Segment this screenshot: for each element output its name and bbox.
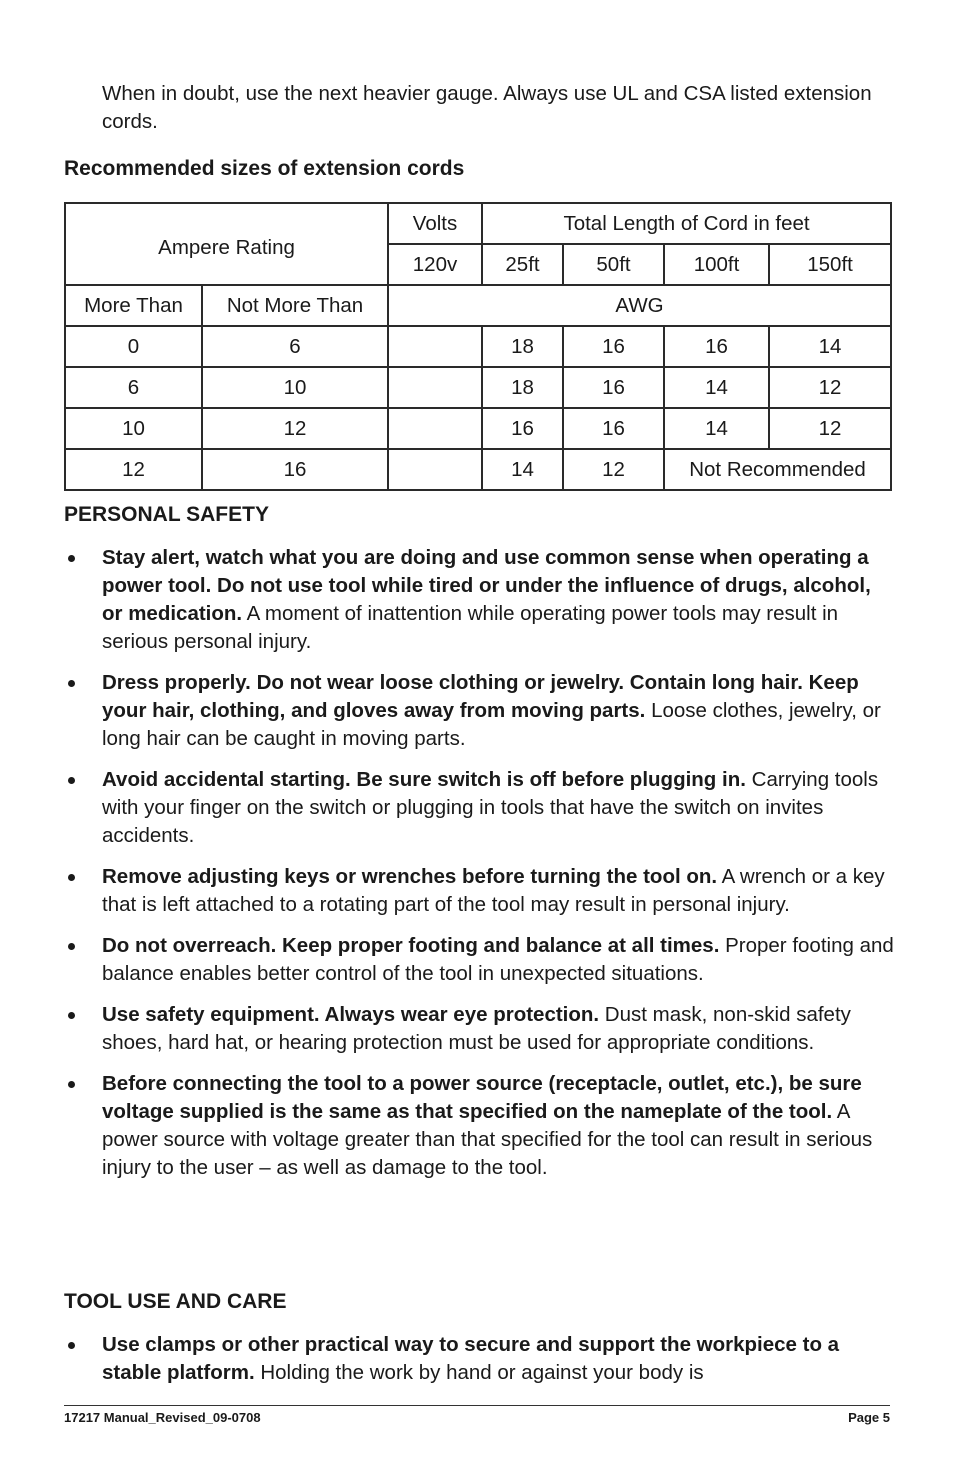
bullet-icon (68, 874, 75, 881)
cell-blank (388, 367, 482, 408)
bullet-icon (68, 680, 75, 687)
bullet-icon (68, 1012, 75, 1019)
cell-150: 12 (769, 408, 891, 449)
header-length-50: 50ft (563, 244, 664, 285)
bullet-icon (68, 777, 75, 784)
footer-document-id: 17217 Manual_Revised_09-0708 (64, 1410, 261, 1425)
cell-100: 14 (664, 408, 769, 449)
cell-100: 16 (664, 326, 769, 367)
item-text: A moment of inattention while operating power tools may result in serious personal injury. (102, 602, 839, 653)
cell-50: 16 (563, 326, 664, 367)
list-item (64, 544, 894, 656)
cell-25: 14 (482, 449, 563, 490)
intro-paragraph: When in doubt, use the next heavier gauge. Always use UL and CSA listed extension cords. (102, 82, 872, 133)
cell-50: 12 (563, 449, 664, 490)
cell-150: 14 (769, 326, 891, 367)
extension-cord-table (64, 202, 892, 491)
item-bold-text: Use safety equipment. Always wear eye protection. (102, 1003, 600, 1026)
item-text: Proper footing and balance enables better control of the tool in unexpected situations. (102, 934, 894, 985)
cords-heading: Recommended sizes of extension cords (64, 157, 465, 180)
table-row (65, 408, 891, 449)
item-text: Holding the work by hand or against your body is (254, 1361, 704, 1384)
header-awg: AWG (388, 285, 891, 326)
cell-more: 6 (65, 367, 202, 408)
header-total-length: Total Length of Cord in feet (482, 203, 891, 244)
item-bold-text: Avoid accidental starting. Be sure switch is off before plugging in. (102, 768, 746, 791)
header-length-25: 25ft (482, 244, 563, 285)
cell-50: 16 (563, 408, 664, 449)
cell-more: 10 (65, 408, 202, 449)
list-item (64, 1331, 894, 1387)
cell-not-more: 16 (202, 449, 388, 490)
footer-divider (64, 1405, 890, 1406)
cell-more: 12 (65, 449, 202, 490)
tool-use-list (64, 1331, 894, 1387)
header-voltage: 120v (388, 244, 482, 285)
header-length-100: 100ft (664, 244, 769, 285)
cell-150: 12 (769, 367, 891, 408)
table-row (65, 367, 891, 408)
item-bold-text: Dress properly. Do not wear loose clothing or jewelry. Contain long hair. Keep your hair, clothing, and gloves away from moving parts. (102, 671, 859, 722)
header-length-150: 150ft (769, 244, 891, 285)
item-text: Dust mask, non-skid safety shoes, hard hat, or hearing protection must be used for appropriate conditions. (102, 1003, 851, 1054)
personal-safety-list (64, 544, 894, 1182)
header-more-than: More Than (65, 285, 202, 326)
footer-page-number: Page 5 (848, 1410, 890, 1425)
item-bold-text: Remove adjusting keys or wrenches before turning the tool on. (102, 865, 718, 888)
cell-blank (388, 326, 482, 367)
personal-safety-heading: PERSONAL SAFETY (64, 503, 269, 526)
header-volts: Volts (388, 203, 482, 244)
cell-100: 14 (664, 367, 769, 408)
bullet-icon (68, 1081, 75, 1088)
cell-25: 18 (482, 326, 563, 367)
cell-not-more: 6 (202, 326, 388, 367)
list-item (64, 669, 894, 753)
header-not-more-than: Not More Than (202, 285, 388, 326)
table-row (65, 449, 891, 490)
cell-not-more: 10 (202, 367, 388, 408)
cell-not-recommended: Not Recommended (664, 449, 891, 490)
bullet-icon (68, 1342, 75, 1349)
list-item (64, 1070, 894, 1182)
cell-25: 16 (482, 408, 563, 449)
item-bold-text: Stay alert, watch what you are doing and use common sense when operating a power tool. Do not use tool while tired or under the influence of drugs, alcohol, or medication. (102, 546, 871, 625)
list-item (64, 1001, 894, 1057)
item-bold-text: Before connecting the tool to a power source (receptacle, outlet, etc.), be sure voltage supplied is the same as that specified on the nameplate of the tool. (102, 1072, 862, 1123)
cell-blank (388, 449, 482, 490)
bullet-icon (68, 943, 75, 950)
list-item (64, 863, 894, 919)
table-row (65, 326, 891, 367)
cell-more: 0 (65, 326, 202, 367)
item-bold-text: Use clamps or other practical way to secure and support the workpiece to a stable platform. (102, 1333, 840, 1384)
item-bold-text: Do not overreach. Keep proper footing and balance at all times. (102, 934, 720, 957)
list-item (64, 766, 894, 850)
cell-25: 18 (482, 367, 563, 408)
cell-not-more: 12 (202, 408, 388, 449)
cell-blank (388, 408, 482, 449)
bullet-icon (68, 555, 75, 562)
list-item (64, 932, 894, 988)
item-text: Loose clothes, jewelry, or long hair can be caught in moving parts. (102, 699, 881, 750)
item-text: Carrying tools with your finger on the switch or plugging in tools that have the switch on invites accidents. (102, 768, 879, 847)
item-text: A wrench or a key that is left attached to a rotating part of the tool may result in personal injury. (102, 865, 885, 916)
cell-50: 16 (563, 367, 664, 408)
item-text: A power source with voltage greater than that specified for the tool can result in serious injury to the user – as well as damage to the tool. (102, 1100, 873, 1179)
header-ampere-rating: Ampere Rating (65, 203, 388, 285)
tool-use-heading: TOOL USE AND CARE (64, 1290, 287, 1313)
